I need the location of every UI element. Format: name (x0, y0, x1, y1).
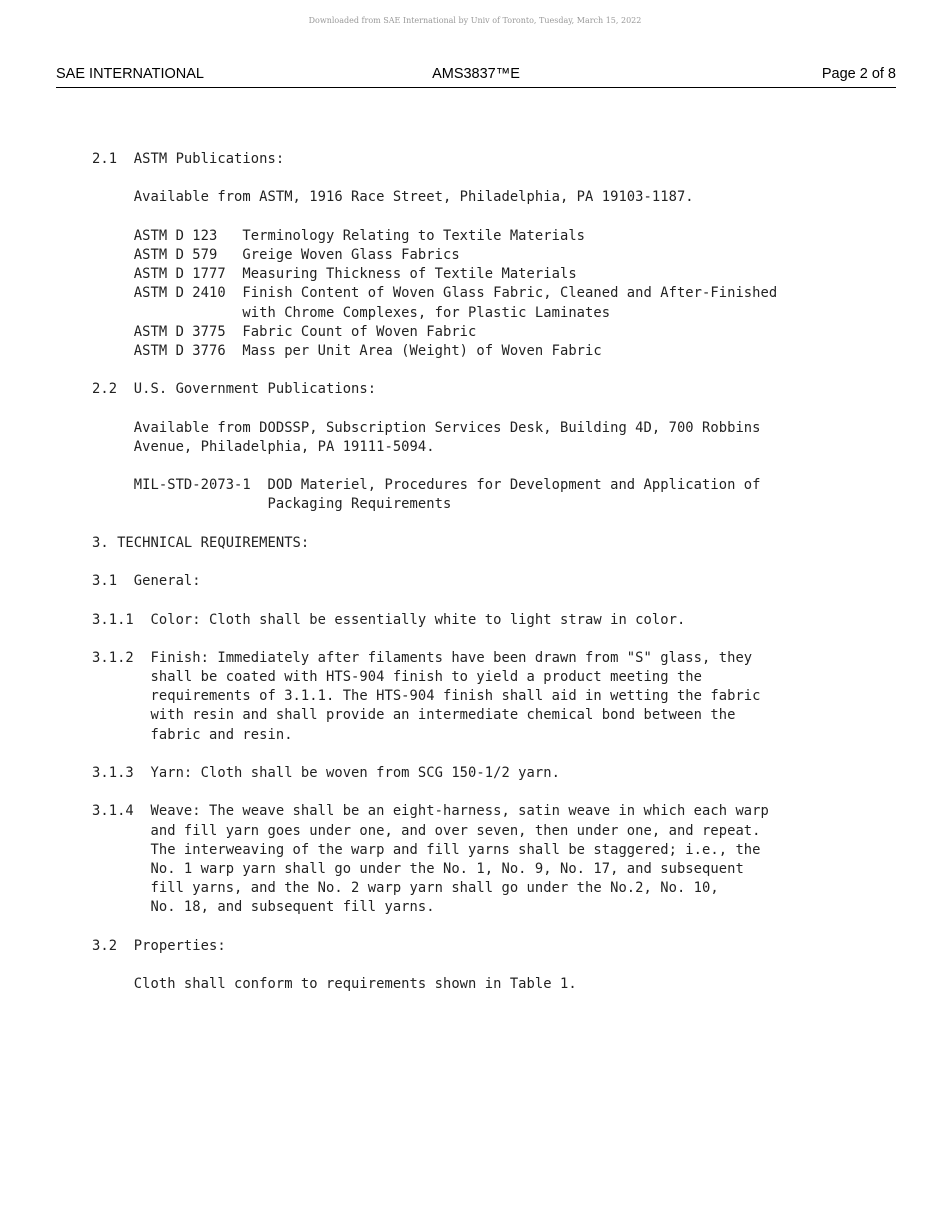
header-doc-id: AMS3837™E (432, 66, 520, 82)
mil-std-ref: MIL-STD-2073-1 DOD Materiel, Procedures for Development and Application of (92, 477, 761, 494)
section-3-1-2-line: requirements of 3.1.1. The HTS-904 finish shall aid in wetting the fabric (92, 688, 761, 705)
section-3-1-4-line: No. 1 warp yarn shall go under the No. 1, No. 9, No. 17, and subsequent (92, 860, 744, 877)
astm-ref-d123: ASTM D 123 Terminology Relating to Textile Materials (92, 227, 586, 244)
mil-std-ref-cont: Packaging Requirements (92, 496, 452, 513)
page-header (56, 66, 896, 88)
section-3-2-heading: 3.2 Properties: (92, 937, 226, 954)
section-3-1-4-line: and fill yarn goes under one, and over seven, then under one, and repeat. (92, 822, 761, 839)
header-org: SAE INTERNATIONAL (56, 66, 204, 82)
section-3-1-2-finish: 3.1.2 Finish: Immediately after filaments have been drawn from "S" glass, they (92, 649, 753, 666)
dodssp-availability-cont: Avenue, Philadelphia, PA 19111-5094. (92, 438, 435, 455)
section-3-1-4-line: No. 18, and subsequent fill yarns. (92, 899, 435, 916)
download-watermark: Downloaded from SAE International by Univ of Toronto, Tuesday, March 15, 2022 (308, 16, 642, 25)
astm-ref-d3775: ASTM D 3775 Fabric Count of Woven Fabric (92, 323, 477, 340)
section-3-2-text: Cloth shall conform to requirements shown in Table 1. (92, 976, 577, 993)
section-3-1-4-line: fill yarns, and the No. 2 warp yarn shall go under the No.2, No. 10, (92, 880, 719, 897)
astm-ref-d3776: ASTM D 3776 Mass per Unit Area (Weight) of Woven Fabric (92, 342, 602, 359)
section-3-1-3-yarn: 3.1.3 Yarn: Cloth shall be woven from SCG 150-1/2 yarn. (92, 765, 560, 781)
section-3-1-2-line: fabric and resin. (92, 726, 293, 743)
astm-ref-d2410-cont: with Chrome Complexes, for Plastic Laminates (92, 304, 611, 321)
document-body (92, 150, 892, 994)
astm-ref-d579: ASTM D 579 Greige Woven Glass Fabrics (92, 246, 460, 263)
section-3-1-2-line: with resin and shall provide an intermediate chemical bond between the (92, 707, 736, 724)
section-2-2-heading: 2.2 U.S. Government Publications: (92, 381, 377, 398)
dodssp-availability: Available from DODSSP, Subscription Services Desk, Building 4D, 700 Robbins (92, 419, 761, 436)
section-3-1-heading: 3.1 General: (92, 573, 201, 590)
section-3-1-1-color: 3.1.1 Color: Cloth shall be essentially white to light straw in color. (92, 611, 686, 628)
astm-ref-d2410: ASTM D 2410 Finish Content of Woven Glass Fabric, Cleaned and After-Finished (92, 285, 778, 302)
section-3-1-4-line: The interweaving of the warp and fill yarns shall be staggered; i.e., the (92, 841, 761, 858)
section-3-1-4-weave: 3.1.4 Weave: The weave shall be an eight-harness, satin weave in which each warp (92, 803, 769, 820)
section-3-heading: 3. TECHNICAL REQUIREMENTS: (92, 534, 310, 551)
astm-ref-d1777: ASTM D 1777 Measuring Thickness of Textile Materials (92, 266, 577, 283)
header-page-number: Page 2 of 8 (821, 66, 896, 82)
section-3-1-2-line: shall be coated with HTS-904 finish to yield a product meeting the (92, 669, 703, 686)
section-2-1-heading: 2.1 ASTM Publications: (92, 151, 285, 167)
astm-availability: Available from ASTM, 1916 Race Street, Philadelphia, PA 19103-1187. (92, 189, 694, 206)
